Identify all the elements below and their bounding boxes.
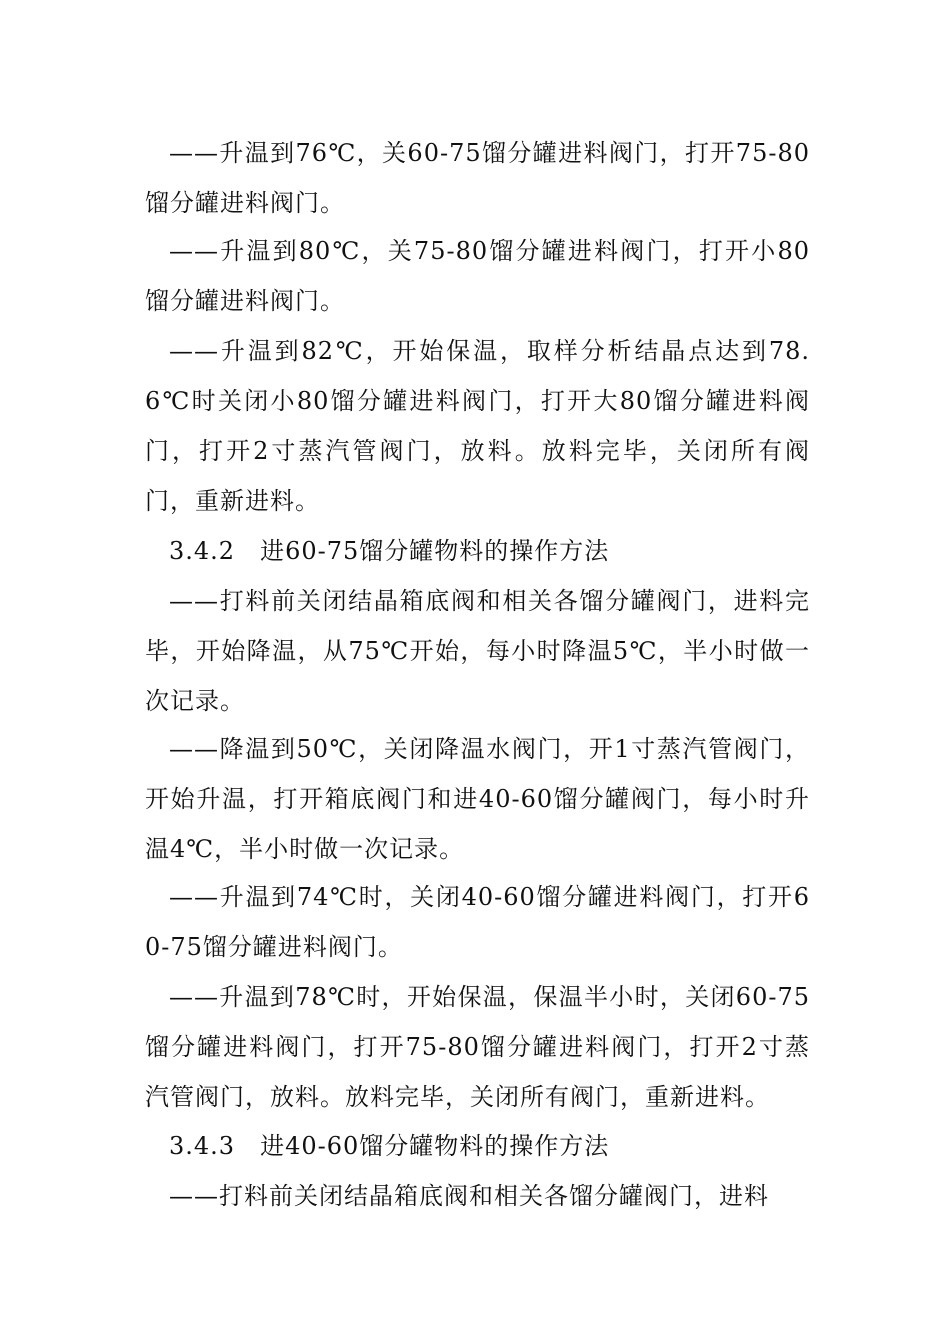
section-heading-3-4-3: 3.4.3 进40-60馏分罐物料的操作方法 [169,1132,610,1160]
section-heading-3-4-2: 3.4.2 进60-75馏分罐物料的操作方法 [169,537,610,565]
paragraph-cooling-from-75: ——打料前关闭结晶箱底阀和相关各馏分罐阀门，进料完毕，开始降温，从75℃开始，每小时降温5℃，半小时做一次记录。 [145,587,810,715]
paragraph-before-feeding: ——打料前关闭结晶箱底阀和相关各馏分罐阀门，进料 [169,1182,769,1210]
paragraph-heat-to-80: ——升温到80℃，关75-80馏分罐进料阀门，打开小80馏分罐进料阀门。 [145,237,810,315]
paragraph-heat-to-74: ——升温到74℃时，关闭40-60馏分罐进料阀门，打开60-75馏分罐进料阀门。 [145,883,810,961]
paragraph-cool-to-50: ——降温到50℃，关闭降温水阀门，开1寸蒸汽管阀门，开始升温，打开箱底阀门和进40-60馏分罐阀门，每小时升温4℃，半小时做一次记录。 [145,735,810,863]
paragraph-heat-to-76: ——升温到76℃，关60-75馏分罐进料阀门，打开75-80馏分罐进料阀门。 [145,139,810,217]
paragraph-heat-to-82: ——升温到82℃，开始保温，取样分析结晶点达到78.6℃时关闭小80馏分罐进料阀门，打开大80馏分罐进料阀门，打开2寸蒸汽管阀门，放料。放料完毕，关闭所有阀门，重新进料。 [145,337,810,515]
paragraph-heat-to-78: ——升温到78℃时，开始保温，保温半小时，关闭60-75馏分罐进料阀门，打开75-80馏分罐进料阀门，打开2寸蒸汽管阀门，放料。放料完毕，关闭所有阀门，重新进料。 [145,983,810,1111]
